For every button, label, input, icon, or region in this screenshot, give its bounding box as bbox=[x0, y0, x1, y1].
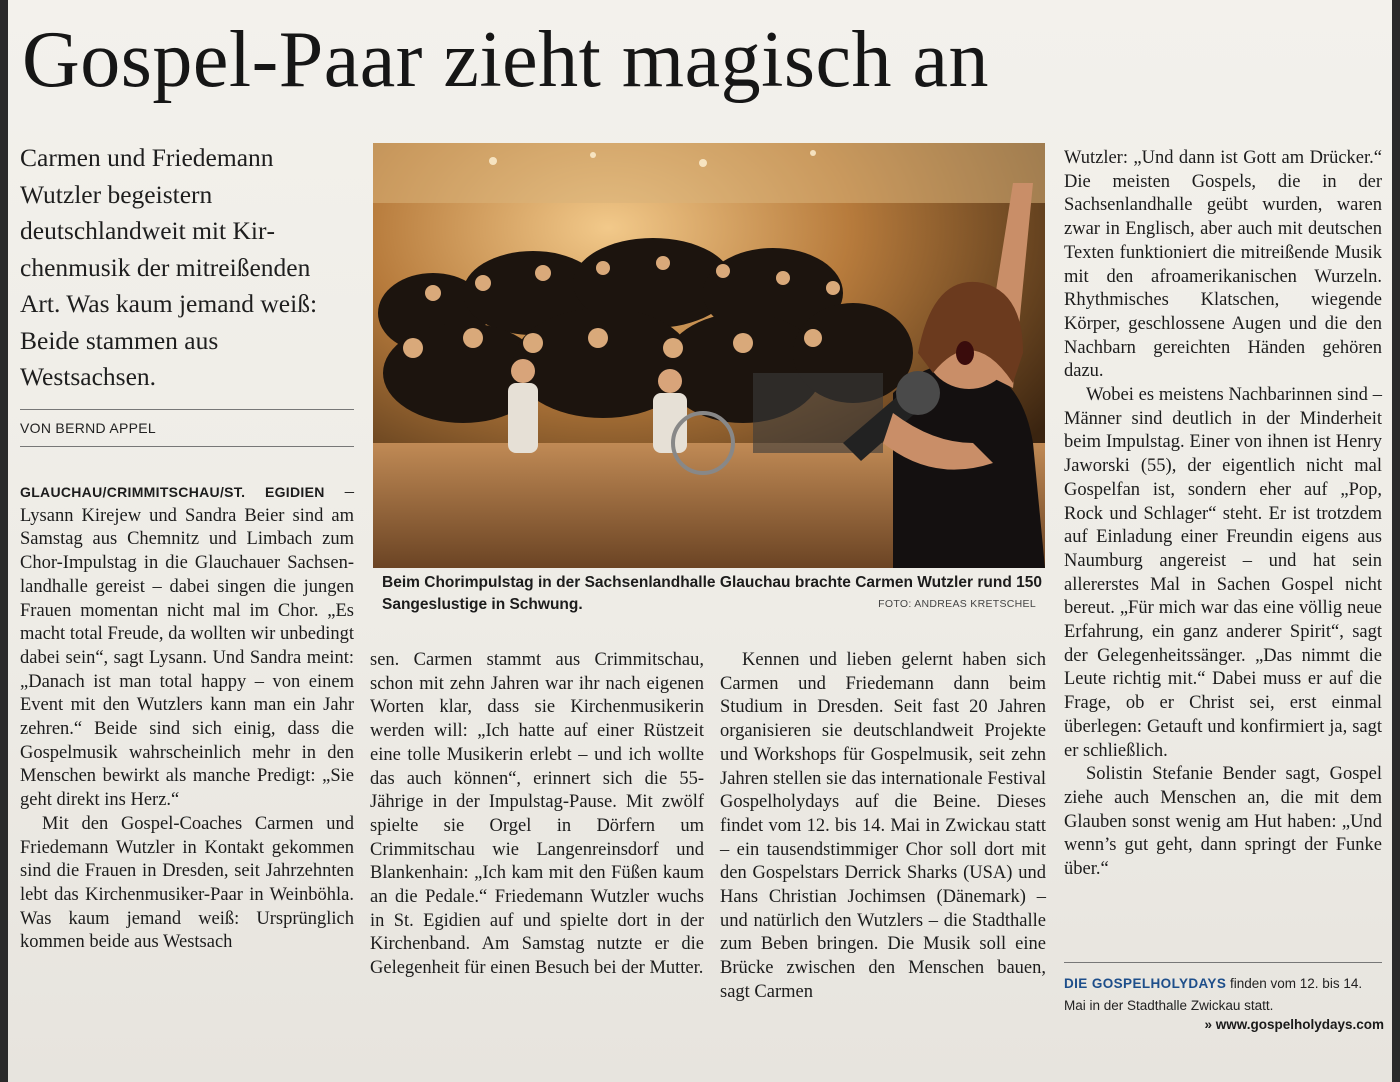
divider bbox=[20, 409, 354, 410]
column-2 bbox=[370, 649, 704, 981]
column-1 bbox=[20, 481, 354, 955]
paragraph: Wutzler: „Und dann ist Gott am Drücker.“ Die meisten Gospels, die in der Sachsenlandhalle geübt wurden, waren zwar in Englisch, aber auch mit deutschen Texten funktioniert die mitreißende Musik mit den afroamerikanischen Wurzeln. Rhythmisches Klatschen, wiegende Körper, geschlossene Augen und die den Nachbarn gereichten Händen gehören dazu. bbox=[1064, 148, 1382, 382]
info-box-title: DIE GOSPELHOLYDAYS bbox=[1064, 976, 1227, 991]
photo-credit: FOTO: ANDREAS KRETSCHEL bbox=[878, 598, 1036, 610]
divider bbox=[20, 446, 354, 447]
paragraph: Solistin Stefanie Bender sagt, Gospel ziehe auch Menschen an, die mit dem Glauben sonst wenig am Hut haben: „Und wenn’s gut geht, dann springt der Funke über.“ bbox=[1064, 764, 1382, 880]
paragraph: Kennen und lieben gelernt haben sich Carmen und Friedemann dann beim Studium in Dresden. Seit fast 20 Jahren organisieren sie deutschlandweit Projekte und Workshops für Gospelmusik, seit zehn Jahren stellen sie das internationale Festival Gospelholydays auf die Beine. Dieses findet vom 12. bis 14. Mai in Zwickau statt – ein tausendstimmiger Chor soll dort mit den Gospelstars Derrick Sharks (USA) und Hans Christian Jochimsen (Dänemark) – und natürlich den Wutzlers – die Stadthalle zum Beben bringen. Die Musik soll eine Brücke zwischen den Menschen bauen, sagt Carmen bbox=[720, 650, 1046, 1002]
column-3 bbox=[720, 649, 1046, 1005]
headline: Gospel-Paar zieht magisch an bbox=[22, 16, 990, 104]
website-link[interactable]: » www.gospelholydays.com bbox=[1204, 1017, 1384, 1032]
photo-caption bbox=[382, 572, 1042, 616]
divider bbox=[1064, 962, 1382, 963]
column-4 bbox=[1064, 147, 1382, 882]
article-photo bbox=[373, 143, 1045, 568]
paragraph: sen. Carmen stammt aus Crimmitschau, schon mit zehn Jahren war ihr nach eigenen Worten klar, dass sie Kirchenmusikerin werden will: „Ich hatte auf einer Rüstzeit eine tolle Musikerin erlebt – und ich wollte das auch können“, erinnert sich die 55-Jährige in der Impulstag-Pause. Mit zwölf spielte sie Orgel in Dörfern um Crimmitschau wie Langenreinsdorf und Blankenhain: „Ich kam mit den Füßen kaum an die Pedale.“ Friedemann Wutzler wuchs in St. Egidien auf und spielte dort in der Kirchenband. Am Samstag nutzte er die Gelegenheit für einen Besuch bei der Mutter. bbox=[370, 650, 704, 979]
newspaper-page bbox=[8, 0, 1392, 1082]
paragraph: – Lysann Kirejew und Sandra Beier sind am Samstag aus Chemnitz und Limbach zum Chor-Impulstag in die Glauchauer Sachsenlandhalle gereist – dabei singen die jungen Frauen momentan nicht mal im Chor. „Es macht total Freude, da wollten wir unbedingt dabei sein“, sagt Lysann. Und Sandra meint: „Danach ist man total happy – von einem Event mit den Wutzlers kann man ein Jahr zehren.“ Beide sind sich einig, dass die Gospelmusik wahrscheinlich mehr in den Menschen bewirkt als manche Predigt: „Sie geht direkt ins Herz.“ bbox=[20, 482, 354, 811]
caption-text: Beim Chorimpulstag in der Sachsenlandhalle Glauchau brachte Carmen Wutzler rund 150 Sangeslustige in Schwung. bbox=[382, 574, 1042, 613]
author-byline: VON BERND APPEL bbox=[20, 420, 156, 436]
kicker-lead: Carmen und Friedemann Wutzler begeistern deutschlandweit mit Kirchenmusik der mitreißenden Art. Was kaum jemand weiß: Beide stammen aus Westsachsen. bbox=[20, 143, 318, 391]
choir-photo-illustration bbox=[373, 143, 1045, 568]
info-box-text: finden vom 12. bis 14. Mai in der Stadthalle Zwickau statt. bbox=[1064, 976, 1363, 1013]
paragraph: Wobei es meistens Nachbarinnen sind – Männer sind deutlich in der Minderheit beim Impulstag. Einer von ihnen ist Henry Jaworski (55), der eigentlich nicht mal Gospelfan ist, sondern eher auf „Pop, Rock und Schlager“ steht. Er ist trotzdem auf Einladung einer Freundin eigens aus Naumburg angereist – und hat sein allererstes Mal in Sachen Gospel nicht bereut. „Für mich war das eine völlig neue Erfahrung, ein ganz anderer Spirit“, sagt der Gelegenheitssänger. „Das nimmt die Leute richtig mit.“ Dabei muss er auf die Frage, ob er Christ sei, erst einmal überlegen: Getauft und konfirmiert ja, sagt er schließlich. bbox=[1064, 385, 1382, 761]
paragraph: Mit den Gospel-Coaches Carmen und Friedemann Wutzler in Kontakt gekommen sind die Frauen in Dresden, seit Jahrzehnten lebt das Kirchenmusiker-Paar in Weinböhla. Was kaum jemand weiß: Ursprünglich kommen beide aus Westsach bbox=[20, 813, 354, 953]
dateline: GLAUCHAU/CRIMMITSCHAU/ST. EGIDIEN bbox=[20, 484, 325, 500]
info-box bbox=[1064, 973, 1382, 1017]
